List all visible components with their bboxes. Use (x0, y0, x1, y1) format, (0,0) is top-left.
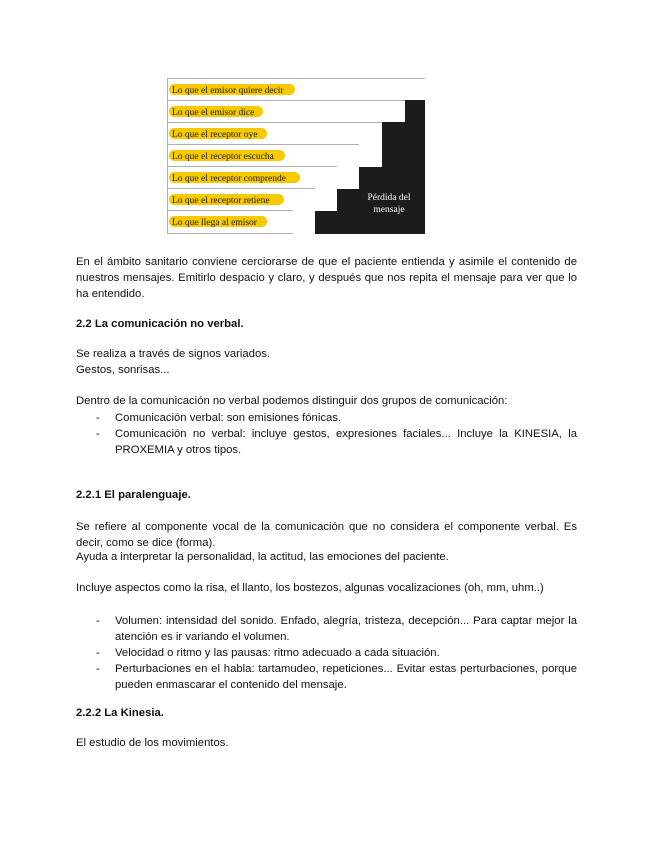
section-2-2-1-para2: Incluye aspectos como la risa, el llanto, los bostezos, algunas vocalizaciones (oh, mm, uhm..) (76, 582, 544, 594)
section-2-2-list (76, 410, 577, 458)
heading-2-2: 2.2 La comunicación no verbal. (76, 318, 244, 330)
section-2-2-1-list (76, 613, 577, 693)
figure-row-2: Lo que el emisor dice (172, 108, 255, 118)
figure-row-1: Lo que el emisor quiere decir (172, 86, 284, 96)
figure-row-7: Lo que llega al emisor (172, 218, 257, 228)
section-2-2-1-para1: Se refiere al componente vocal de la comunicación que no considera el componente verbal. Es decir, como se dice (forma). (76, 521, 577, 549)
section-2-2-line1: Se realiza a través de signos variados. (76, 348, 271, 360)
message-loss-diagram (167, 78, 425, 234)
list-item: - Velocidad o ritmo y las pausas: ritmo adecuado a cada situación. (96, 647, 440, 659)
message-loss-figure (167, 78, 425, 234)
section-2-2-lead: Dentro de la comunicación no verbal podemos distinguir dos grupos de comunicación: (76, 395, 508, 407)
section-2-2-2-para: El estudio de los movimientos. (76, 737, 229, 749)
list-item: - Perturbaciones en el habla: tartamudeo, repeticiones... Evitar estas perturbaciones, porque pueden enmascarar el contenido del mensaje. (96, 663, 577, 691)
loss-label-line2: mensaje (373, 205, 405, 215)
figure-row-4: Lo que el receptor escucha (172, 152, 274, 162)
heading-2-2-2: 2.2.2 La Kinesia. (76, 707, 164, 719)
figure-row-3: Lo que el receptor oye (172, 130, 258, 140)
section-2-2-line2: Gestos, sonrisas... (76, 364, 170, 376)
list-item: - Comunicación no verbal: incluye gestos, expresiones faciales... Incluye la KINESIA, la PROXEMIA y otros tipos. (96, 428, 577, 456)
list-item: - Comunicación verbal: son emisiones fónicas. (96, 412, 342, 424)
list-item: - Volumen: intensidad del sonido. Enfado, alegría, tristeza, decepción... Para captar mejor la atención es ir variando el volumen. (96, 615, 577, 643)
section-2-2-1-para1b: Ayuda a interpretar la personalidad, la actitud, las emociones del paciente. (76, 551, 449, 563)
figure-row-6: Lo que el receptor retiene (172, 196, 270, 206)
intro-paragraph: En el ámbito sanitario conviene cerciorarse de que el paciente entienda y asimile el contenido de nuestros mensajes. Emitirlo despacio y claro, y después que nos repita el mensaje para ver que lo ha entendido. (76, 256, 577, 300)
heading-2-2-1: 2.2.1 El paralenguaje. (76, 489, 191, 501)
figure-row-5: Lo que el receptor comprende (172, 174, 286, 184)
loss-label-line1: Pérdida del (367, 193, 411, 203)
